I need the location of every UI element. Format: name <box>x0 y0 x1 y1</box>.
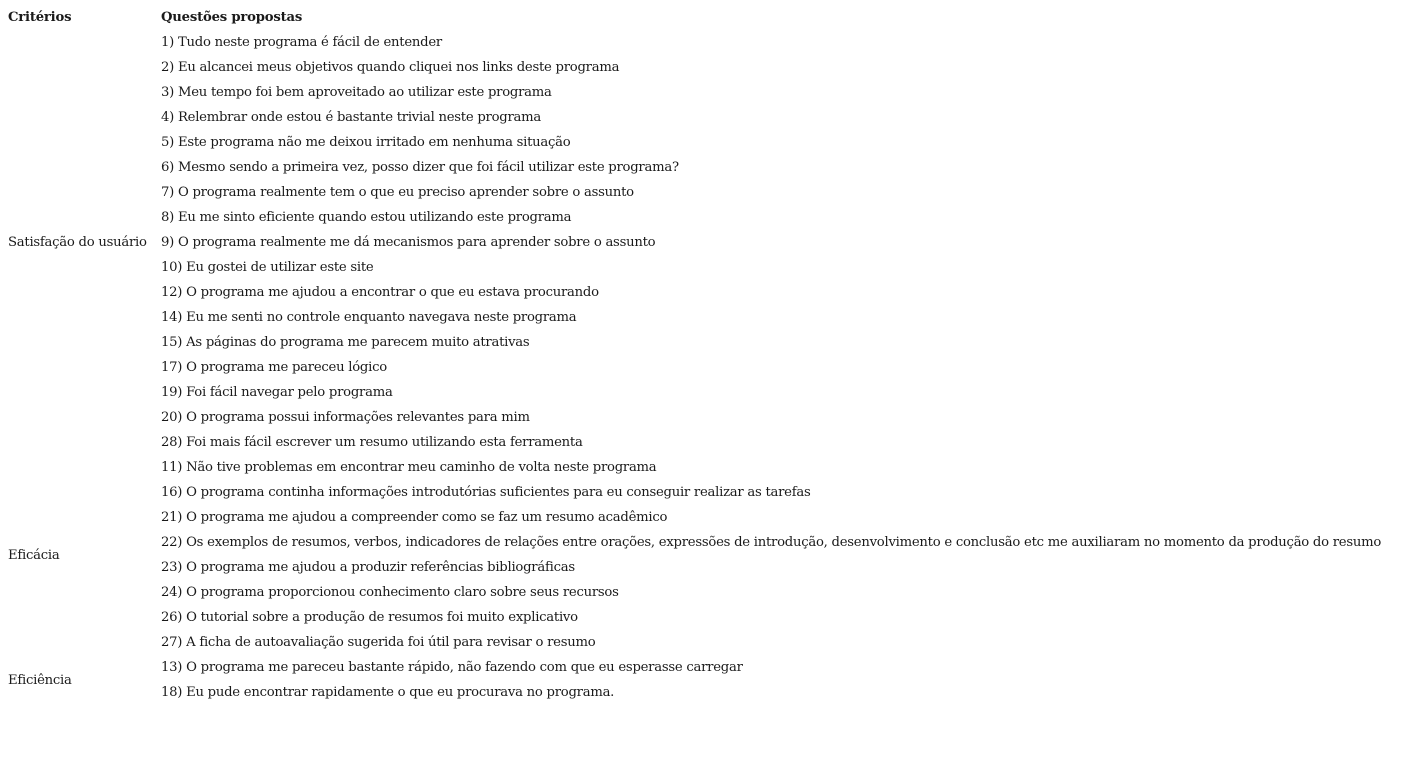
table-row <box>2 180 1381 205</box>
question-cell: 9) O programa realmente me dá mecanismos para aprender sobre o assunto <box>161 235 656 250</box>
question-cell: 24) O programa proporcionou conhecimento claro sobre seus recursos <box>161 585 619 600</box>
table-row <box>2 55 1381 80</box>
question-cell: 8) Eu me sinto eficiente quando estou utilizando este programa <box>161 210 572 225</box>
table-row <box>2 280 1381 305</box>
table-body <box>2 30 1381 705</box>
question-cell: 1) Tudo neste programa é fácil de entender <box>161 35 442 50</box>
question-cell: 11) Não tive problemas em encontrar meu caminho de volta neste programa <box>161 460 657 475</box>
table-row <box>2 205 1381 230</box>
question-cell: 23) O programa me ajudou a produzir referências bibliográficas <box>161 560 575 575</box>
question-cell: 16) O programa continha informações introdutórias suficientes para eu conseguir realizar as tarefas <box>161 485 811 500</box>
table-row <box>2 230 1381 255</box>
table-row <box>2 105 1381 130</box>
table-row <box>2 680 1381 705</box>
table-row <box>2 330 1381 355</box>
table-row <box>2 405 1381 430</box>
table-row <box>2 430 1381 455</box>
question-cell: 14) Eu me senti no controle enquanto navegava neste programa <box>161 310 577 325</box>
table-header-row <box>2 5 1381 30</box>
table-row <box>2 80 1381 105</box>
table-row <box>2 505 1381 530</box>
question-cell: 28) Foi mais fácil escrever um resumo utilizando esta ferramenta <box>161 435 583 450</box>
table-row <box>2 380 1381 405</box>
table-row <box>2 480 1381 505</box>
criteria-questions-table <box>2 5 1381 705</box>
criterion-cell: Satisfação do usuário <box>8 235 147 250</box>
question-cell: 6) Mesmo sendo a primeira vez, posso dizer que foi fácil utilizar este programa? <box>161 160 679 175</box>
question-cell: 22) Os exemplos de resumos, verbos, indicadores de relações entre orações, expressões de introdução, desenvolvimento e conclusão etc me auxiliaram no momento da produção do resumo <box>161 535 1382 550</box>
criterion-cell: Eficácia <box>8 547 60 563</box>
table-row <box>2 455 1381 480</box>
table-row <box>2 580 1381 605</box>
question-cell: 26) O tutorial sobre a produção de resumos foi muito explicativo <box>161 610 578 625</box>
table-row <box>2 605 1381 630</box>
question-cell: 10) Eu gostei de utilizar este site <box>161 260 374 275</box>
question-cell: 15) As páginas do programa me parecem muito atrativas <box>161 335 530 350</box>
question-cell: 18) Eu pude encontrar rapidamente o que eu procurava no programa. <box>161 685 615 700</box>
question-cell: 27) A ficha de autoavaliação sugerida foi útil para revisar o resumo <box>161 635 596 650</box>
table-row <box>2 255 1381 280</box>
table-row <box>2 630 1381 655</box>
question-cell: 3) Meu tempo foi bem aproveitado ao utilizar este programa <box>161 85 552 100</box>
table-row <box>2 305 1381 330</box>
question-cell: 4) Relembrar onde estou é bastante trivial neste programa <box>161 110 542 125</box>
question-cell: 12) O programa me ajudou a encontrar o que eu estava procurando <box>161 285 599 300</box>
criteria-column-header: Critérios <box>8 10 72 25</box>
table-row <box>2 655 1381 680</box>
table-row <box>2 530 1381 555</box>
question-cell: 5) Este programa não me deixou irritado em nenhuma situação <box>161 135 571 150</box>
table-row <box>2 130 1381 155</box>
question-cell: 19) Foi fácil navegar pelo programa <box>161 385 393 400</box>
question-cell: 20) O programa possui informações relevantes para mim <box>161 410 530 425</box>
question-cell: 21) O programa me ajudou a compreender como se faz um resumo acadêmico <box>161 510 668 525</box>
question-cell: 7) O programa realmente tem o que eu preciso aprender sobre o assunto <box>161 185 634 200</box>
table-row <box>2 355 1381 380</box>
question-cell: 13) O programa me pareceu bastante rápido, não fazendo com que eu esperasse carregar <box>161 660 743 675</box>
table-row <box>2 30 1381 55</box>
criterion-cell: Eficiência <box>8 672 72 688</box>
table-row <box>2 155 1381 180</box>
question-cell: 2) Eu alcancei meus objetivos quando cliquei nos links deste programa <box>161 60 620 75</box>
table-row <box>2 555 1381 580</box>
questions-column-header: Questões propostas <box>161 10 303 25</box>
question-cell: 17) O programa me pareceu lógico <box>161 360 387 375</box>
